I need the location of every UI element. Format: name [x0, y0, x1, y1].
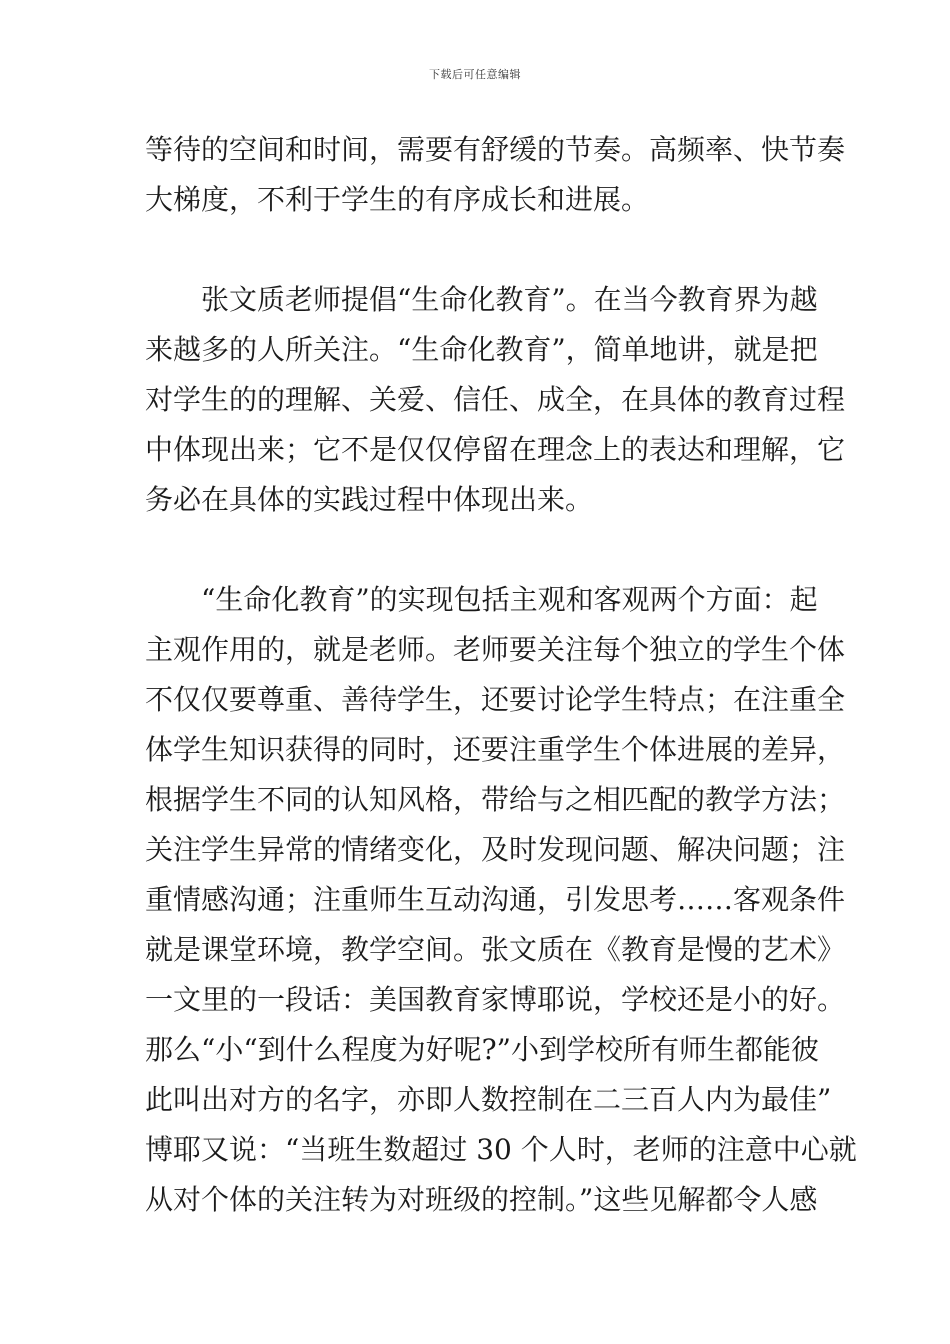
paragraph-line: 不仅仅要尊重、善待学生，还要讨论学生特点；在注重全 — [145, 683, 846, 716]
paragraph-line: 博耶又说：“当班生数超过 30 个人时，老师的注意中心就 — [145, 1133, 857, 1166]
paragraph-line: 体学生知识获得的同时，还要注重学生个体进展的差异， — [145, 733, 846, 766]
paragraph-line: 那么“小“到什么程度为好呢?”小到学校所有师生都能彼 — [145, 1033, 819, 1066]
paragraph-line: 关注学生异常的情绪变化，及时发现问题、解决问题；注 — [145, 833, 846, 866]
paragraph-3 — [145, 575, 857, 1225]
paragraph-2 — [145, 275, 846, 525]
paragraph-gap — [145, 525, 810, 575]
paragraph-line: 张文质老师提倡“生命化教育”。在当今教育界为越 — [201, 283, 818, 316]
paragraph-line: 就是课堂环境，教学空间。张文质在《教育是慢的艺术》 — [145, 933, 846, 966]
document-body — [145, 125, 857, 1225]
paragraph-line: 等待的空间和时间，需要有舒缓的节奏。高频率、快节奏 — [145, 133, 846, 166]
paragraph-gap — [145, 225, 810, 275]
page-header: 下载后可任意编辑 — [429, 68, 521, 81]
paragraph-line: 来越多的人所关注。“生命化教育”，简单地讲，就是把 — [145, 333, 818, 366]
paragraph-line: 根据学生不同的认知风格，带给与之相匹配的教学方法； — [145, 783, 846, 816]
paragraph-line: 此叫出对方的名字，亦即人数控制在二三百人内为最佳” — [145, 1083, 832, 1116]
paragraph-1 — [145, 125, 846, 225]
paragraph-line: 主观作用的，就是老师。老师要关注每个独立的学生个体 — [145, 633, 846, 666]
paragraph-line: 一文里的一段话：美国教育家博耶说，学校还是小的好。 — [145, 983, 846, 1016]
paragraph-line: 从对个体的关注转为对班级的控制。”这些见解都令人感 — [145, 1183, 818, 1216]
paragraph-line: 对学生的的理解、关爱、信任、成全，在具体的教育过程 — [145, 383, 846, 416]
paragraph-line: 中体现出来；它不是仅仅停留在理念上的表达和理解，它 — [145, 433, 846, 466]
paragraph-line: “生命化教育”的实现包括主观和客观两个方面：起 — [201, 583, 818, 616]
paragraph-line: 大梯度，不利于学生的有序成长和进展。 — [145, 183, 650, 216]
paragraph-line: 务必在具体的实践过程中体现出来。 — [145, 483, 594, 516]
paragraph-line: 重情感沟通；注重师生互动沟通，引发思考……客观条件 — [145, 883, 846, 916]
